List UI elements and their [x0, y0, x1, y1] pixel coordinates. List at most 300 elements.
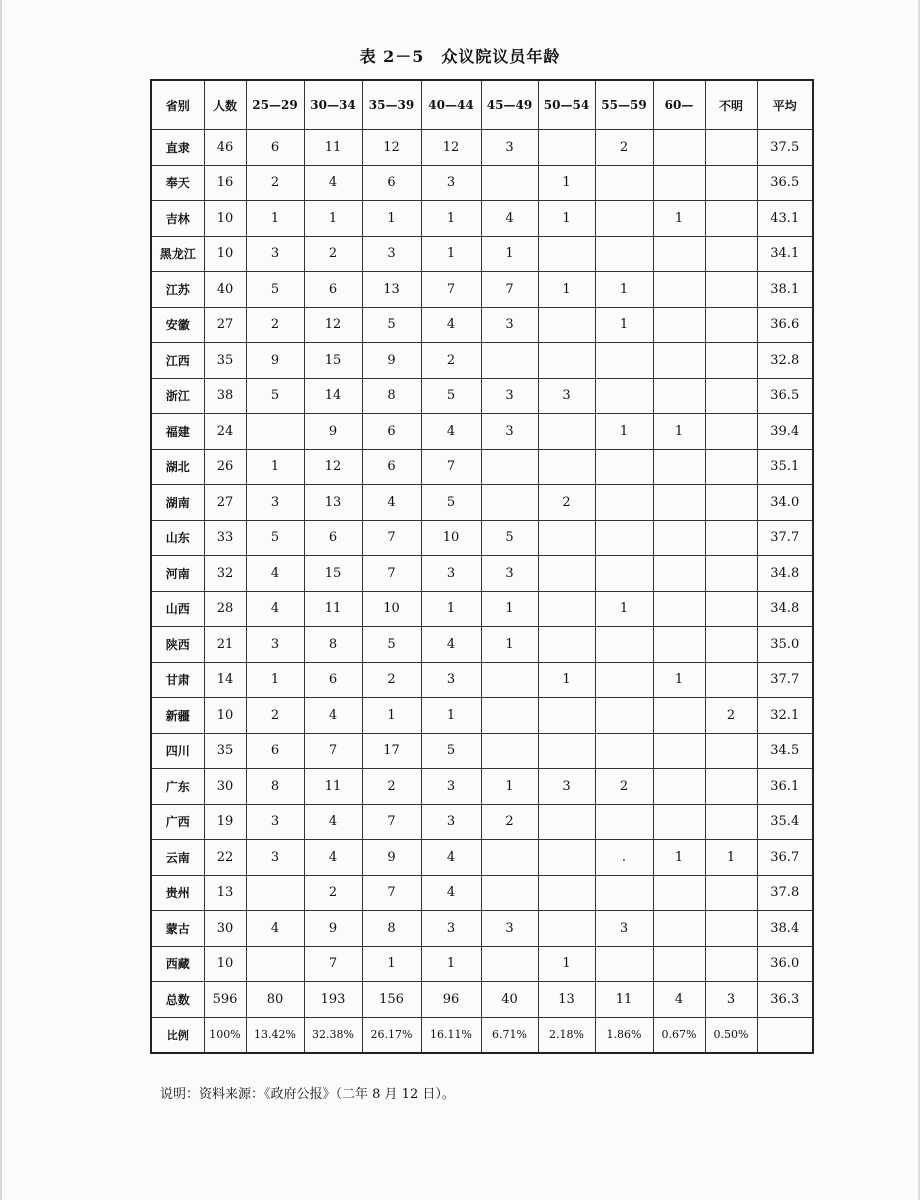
- province-cell: 江西: [151, 343, 204, 379]
- value-cell: 5: [362, 627, 421, 663]
- value-cell: [705, 272, 757, 308]
- value-cell: [538, 307, 595, 343]
- value-cell: 36.0: [757, 946, 813, 982]
- value-cell: 40: [204, 272, 246, 308]
- value-cell: 26.17%: [362, 1017, 421, 1053]
- value-cell: [595, 946, 653, 982]
- value-cell: 1: [595, 414, 653, 450]
- value-cell: 6: [246, 130, 304, 166]
- value-cell: 12: [362, 130, 421, 166]
- value-cell: 46: [204, 130, 246, 166]
- province-cell: 黑龙江: [151, 236, 204, 272]
- value-cell: 3: [421, 804, 481, 840]
- province-cell: 吉林: [151, 201, 204, 237]
- value-cell: [595, 236, 653, 272]
- value-cell: 14: [304, 378, 362, 414]
- value-cell: 12: [304, 449, 362, 485]
- value-cell: [653, 698, 705, 734]
- value-cell: 2: [705, 698, 757, 734]
- value-cell: 2: [595, 130, 653, 166]
- value-cell: 6: [246, 733, 304, 769]
- value-cell: 12: [304, 307, 362, 343]
- province-cell: 直隶: [151, 130, 204, 166]
- value-cell: 2: [595, 769, 653, 805]
- value-cell: 5: [246, 520, 304, 556]
- value-cell: 7: [421, 449, 481, 485]
- value-cell: 5: [481, 520, 538, 556]
- value-cell: 3: [481, 556, 538, 592]
- province-cell: 浙江: [151, 378, 204, 414]
- value-cell: 3: [246, 627, 304, 663]
- value-cell: 5: [421, 733, 481, 769]
- value-cell: [653, 130, 705, 166]
- value-cell: [705, 627, 757, 663]
- value-cell: 37.7: [757, 662, 813, 698]
- value-cell: 1.86%: [595, 1017, 653, 1053]
- value-cell: 7: [304, 733, 362, 769]
- value-cell: [653, 343, 705, 379]
- value-cell: 3: [481, 130, 538, 166]
- value-cell: [595, 662, 653, 698]
- value-cell: 193: [304, 982, 362, 1018]
- value-cell: 1: [653, 201, 705, 237]
- table-row: [151, 307, 813, 343]
- value-cell: 1: [421, 236, 481, 272]
- column-header: 不明: [705, 80, 757, 130]
- value-cell: 4: [246, 911, 304, 947]
- value-cell: 35.1: [757, 449, 813, 485]
- value-cell: [595, 485, 653, 521]
- province-cell: 奉天: [151, 165, 204, 201]
- value-cell: 3: [421, 662, 481, 698]
- table-row: [151, 804, 813, 840]
- value-cell: 1: [595, 591, 653, 627]
- value-cell: 1: [705, 840, 757, 876]
- value-cell: 43.1: [757, 201, 813, 237]
- value-cell: 596: [204, 982, 246, 1018]
- value-cell: [653, 769, 705, 805]
- province-cell: 蒙古: [151, 911, 204, 947]
- value-cell: 1: [421, 591, 481, 627]
- value-cell: [705, 378, 757, 414]
- value-cell: 2: [362, 662, 421, 698]
- value-cell: 2: [246, 698, 304, 734]
- value-cell: [481, 449, 538, 485]
- value-cell: 2: [421, 343, 481, 379]
- value-cell: 1: [362, 698, 421, 734]
- table-row: [151, 982, 813, 1018]
- value-cell: 17: [362, 733, 421, 769]
- value-cell: .: [595, 840, 653, 876]
- table-row: [151, 378, 813, 414]
- table-row: [151, 875, 813, 911]
- value-cell: 13: [204, 875, 246, 911]
- value-cell: 1: [421, 698, 481, 734]
- value-cell: [705, 769, 757, 805]
- value-cell: [538, 875, 595, 911]
- value-cell: 1: [481, 627, 538, 663]
- province-cell: 广东: [151, 769, 204, 805]
- column-header: 60—: [653, 80, 705, 130]
- value-cell: 156: [362, 982, 421, 1018]
- value-cell: [705, 343, 757, 379]
- value-cell: 1: [481, 236, 538, 272]
- value-cell: 1: [538, 272, 595, 308]
- value-cell: [705, 485, 757, 521]
- value-cell: 9: [246, 343, 304, 379]
- value-cell: 37.8: [757, 875, 813, 911]
- value-cell: [246, 414, 304, 450]
- province-cell: 湖南: [151, 485, 204, 521]
- value-cell: 2: [538, 485, 595, 521]
- value-cell: 7: [304, 946, 362, 982]
- value-cell: [595, 698, 653, 734]
- value-cell: [481, 165, 538, 201]
- value-cell: 28: [204, 591, 246, 627]
- value-cell: 9: [362, 343, 421, 379]
- value-cell: 2: [304, 236, 362, 272]
- value-cell: 21: [204, 627, 246, 663]
- value-cell: 32: [204, 556, 246, 592]
- value-cell: 36.7: [757, 840, 813, 876]
- value-cell: 9: [304, 911, 362, 947]
- value-cell: 1: [421, 201, 481, 237]
- value-cell: 10: [204, 201, 246, 237]
- value-cell: 11: [304, 130, 362, 166]
- value-cell: 2.18%: [538, 1017, 595, 1053]
- value-cell: [653, 946, 705, 982]
- value-cell: 10: [362, 591, 421, 627]
- table-row: [151, 165, 813, 201]
- province-cell: 河南: [151, 556, 204, 592]
- value-cell: 2: [362, 769, 421, 805]
- value-cell: 35.4: [757, 804, 813, 840]
- value-cell: [705, 414, 757, 450]
- value-cell: 10: [204, 236, 246, 272]
- value-cell: 4: [421, 307, 481, 343]
- province-cell: 陕西: [151, 627, 204, 663]
- table-row: [151, 911, 813, 947]
- value-cell: [481, 733, 538, 769]
- value-cell: 3: [246, 804, 304, 840]
- value-cell: 14: [204, 662, 246, 698]
- value-cell: 96: [421, 982, 481, 1018]
- value-cell: [246, 946, 304, 982]
- value-cell: 38: [204, 378, 246, 414]
- value-cell: [538, 449, 595, 485]
- value-cell: 3: [246, 485, 304, 521]
- value-cell: 0.50%: [705, 1017, 757, 1053]
- province-cell: 总数: [151, 982, 204, 1018]
- value-cell: 3: [362, 236, 421, 272]
- value-cell: 4: [421, 875, 481, 911]
- province-cell: 新疆: [151, 698, 204, 734]
- value-cell: [595, 449, 653, 485]
- value-cell: 7: [421, 272, 481, 308]
- value-cell: 24: [204, 414, 246, 450]
- value-cell: 1: [595, 272, 653, 308]
- value-cell: [538, 130, 595, 166]
- value-cell: [757, 1017, 813, 1053]
- value-cell: 9: [362, 840, 421, 876]
- value-cell: 3: [538, 769, 595, 805]
- value-cell: 4: [304, 804, 362, 840]
- value-cell: 32.8: [757, 343, 813, 379]
- table-row: [151, 201, 813, 237]
- value-cell: [653, 449, 705, 485]
- value-cell: 4: [481, 201, 538, 237]
- value-cell: 3: [421, 165, 481, 201]
- column-header: 25—29: [246, 80, 304, 130]
- value-cell: 11: [304, 769, 362, 805]
- value-cell: [653, 236, 705, 272]
- value-cell: [653, 272, 705, 308]
- value-cell: 6: [362, 449, 421, 485]
- province-cell: 云南: [151, 840, 204, 876]
- value-cell: 4: [304, 165, 362, 201]
- value-cell: 0.67%: [653, 1017, 705, 1053]
- value-cell: 4: [653, 982, 705, 1018]
- table-row: [151, 946, 813, 982]
- column-header: 35—39: [362, 80, 421, 130]
- value-cell: 16: [204, 165, 246, 201]
- value-cell: 4: [362, 485, 421, 521]
- value-cell: [538, 236, 595, 272]
- value-cell: 3: [421, 769, 481, 805]
- value-cell: [705, 236, 757, 272]
- value-cell: 30: [204, 911, 246, 947]
- value-cell: 6: [362, 414, 421, 450]
- value-cell: 7: [362, 804, 421, 840]
- value-cell: 3: [481, 307, 538, 343]
- value-cell: 7: [362, 520, 421, 556]
- value-cell: [538, 556, 595, 592]
- value-cell: 2: [246, 165, 304, 201]
- value-cell: 1: [246, 201, 304, 237]
- value-cell: 10: [421, 520, 481, 556]
- value-cell: [705, 911, 757, 947]
- value-cell: 1: [653, 414, 705, 450]
- value-cell: 3: [246, 840, 304, 876]
- table-row: [151, 520, 813, 556]
- value-cell: 10: [204, 946, 246, 982]
- value-cell: 34.0: [757, 485, 813, 521]
- value-cell: 9: [304, 414, 362, 450]
- value-cell: 32.1: [757, 698, 813, 734]
- value-cell: 35: [204, 733, 246, 769]
- value-cell: [595, 627, 653, 663]
- value-cell: [653, 378, 705, 414]
- value-cell: 13: [538, 982, 595, 1018]
- value-cell: [538, 698, 595, 734]
- value-cell: 36.5: [757, 378, 813, 414]
- value-cell: 13: [304, 485, 362, 521]
- value-cell: [538, 414, 595, 450]
- value-cell: 8: [304, 627, 362, 663]
- province-cell: 山东: [151, 520, 204, 556]
- value-cell: [705, 662, 757, 698]
- table-row: [151, 591, 813, 627]
- province-cell: 贵州: [151, 875, 204, 911]
- province-cell: 安徽: [151, 307, 204, 343]
- value-cell: 3: [421, 556, 481, 592]
- column-header: 45—49: [481, 80, 538, 130]
- value-cell: 6.71%: [481, 1017, 538, 1053]
- value-cell: 22: [204, 840, 246, 876]
- value-cell: 5: [421, 485, 481, 521]
- value-cell: 15: [304, 343, 362, 379]
- value-cell: 5: [246, 272, 304, 308]
- value-cell: 1: [362, 946, 421, 982]
- value-cell: 15: [304, 556, 362, 592]
- value-cell: [653, 165, 705, 201]
- value-cell: [538, 520, 595, 556]
- value-cell: 40: [481, 982, 538, 1018]
- value-cell: 32.38%: [304, 1017, 362, 1053]
- table-row: [151, 556, 813, 592]
- value-cell: 4: [246, 556, 304, 592]
- value-cell: [653, 627, 705, 663]
- value-cell: 6: [304, 520, 362, 556]
- value-cell: [705, 449, 757, 485]
- value-cell: [481, 485, 538, 521]
- value-cell: [705, 520, 757, 556]
- column-header: 55—59: [595, 80, 653, 130]
- value-cell: [705, 165, 757, 201]
- value-cell: 1: [538, 946, 595, 982]
- value-cell: 1: [481, 769, 538, 805]
- value-cell: 3: [481, 378, 538, 414]
- table-row: [151, 698, 813, 734]
- value-cell: 80: [246, 982, 304, 1018]
- value-cell: [538, 591, 595, 627]
- value-cell: 4: [246, 591, 304, 627]
- value-cell: [481, 840, 538, 876]
- value-cell: 13: [362, 272, 421, 308]
- column-header: 30—34: [304, 80, 362, 130]
- table-row: [151, 662, 813, 698]
- province-cell: 广西: [151, 804, 204, 840]
- value-cell: 1: [653, 662, 705, 698]
- value-cell: 38.1: [757, 272, 813, 308]
- value-cell: 33: [204, 520, 246, 556]
- table-row: [151, 840, 813, 876]
- value-cell: 6: [304, 272, 362, 308]
- value-cell: [653, 520, 705, 556]
- value-cell: 7: [362, 875, 421, 911]
- value-cell: 1: [653, 840, 705, 876]
- value-cell: 8: [362, 378, 421, 414]
- value-cell: [538, 627, 595, 663]
- value-cell: [595, 804, 653, 840]
- value-cell: 1: [538, 662, 595, 698]
- table-row: [151, 733, 813, 769]
- value-cell: 11: [595, 982, 653, 1018]
- column-header: 40—44: [421, 80, 481, 130]
- value-cell: 36.3: [757, 982, 813, 1018]
- value-cell: [653, 733, 705, 769]
- table-row: [151, 343, 813, 379]
- value-cell: 39.4: [757, 414, 813, 450]
- value-cell: 7: [481, 272, 538, 308]
- table-row: [151, 272, 813, 308]
- value-cell: 34.8: [757, 556, 813, 592]
- value-cell: 4: [421, 414, 481, 450]
- value-cell: [705, 875, 757, 911]
- value-cell: [595, 165, 653, 201]
- value-cell: 35.0: [757, 627, 813, 663]
- value-cell: [481, 875, 538, 911]
- value-cell: 4: [304, 698, 362, 734]
- column-header: 50—54: [538, 80, 595, 130]
- value-cell: [595, 733, 653, 769]
- value-cell: 3: [538, 378, 595, 414]
- table-row: [151, 236, 813, 272]
- value-cell: [653, 911, 705, 947]
- value-cell: 5: [362, 307, 421, 343]
- header-row: [151, 80, 813, 130]
- value-cell: [653, 875, 705, 911]
- province-cell: 江苏: [151, 272, 204, 308]
- value-cell: [595, 875, 653, 911]
- value-cell: [705, 591, 757, 627]
- value-cell: 38.4: [757, 911, 813, 947]
- value-cell: 1: [595, 307, 653, 343]
- value-cell: 3: [246, 236, 304, 272]
- value-cell: [481, 343, 538, 379]
- value-cell: 1: [362, 201, 421, 237]
- value-cell: 6: [362, 165, 421, 201]
- value-cell: [705, 946, 757, 982]
- value-cell: [595, 201, 653, 237]
- value-cell: 34.1: [757, 236, 813, 272]
- value-cell: 30: [204, 769, 246, 805]
- province-cell: 甘肃: [151, 662, 204, 698]
- value-cell: [481, 698, 538, 734]
- value-cell: 3: [481, 911, 538, 947]
- value-cell: 5: [246, 378, 304, 414]
- province-cell: 比例: [151, 1017, 204, 1053]
- value-cell: 12: [421, 130, 481, 166]
- value-cell: [481, 946, 538, 982]
- value-cell: 3: [481, 414, 538, 450]
- value-cell: [705, 733, 757, 769]
- column-header: 人数: [204, 80, 246, 130]
- value-cell: 27: [204, 307, 246, 343]
- province-cell: 湖北: [151, 449, 204, 485]
- value-cell: 26: [204, 449, 246, 485]
- column-header: 平均: [757, 80, 813, 130]
- value-cell: [705, 130, 757, 166]
- value-cell: 37.7: [757, 520, 813, 556]
- value-cell: 27: [204, 485, 246, 521]
- province-cell: 山西: [151, 591, 204, 627]
- value-cell: 13.42%: [246, 1017, 304, 1053]
- table-row: [151, 449, 813, 485]
- value-cell: [595, 556, 653, 592]
- value-cell: 3: [595, 911, 653, 947]
- age-table: [150, 79, 814, 1054]
- table-row: [151, 485, 813, 521]
- value-cell: 34.5: [757, 733, 813, 769]
- value-cell: [595, 343, 653, 379]
- value-cell: [705, 307, 757, 343]
- value-cell: [653, 556, 705, 592]
- value-cell: 10: [204, 698, 246, 734]
- value-cell: 37.5: [757, 130, 813, 166]
- province-cell: 四川: [151, 733, 204, 769]
- value-cell: [705, 556, 757, 592]
